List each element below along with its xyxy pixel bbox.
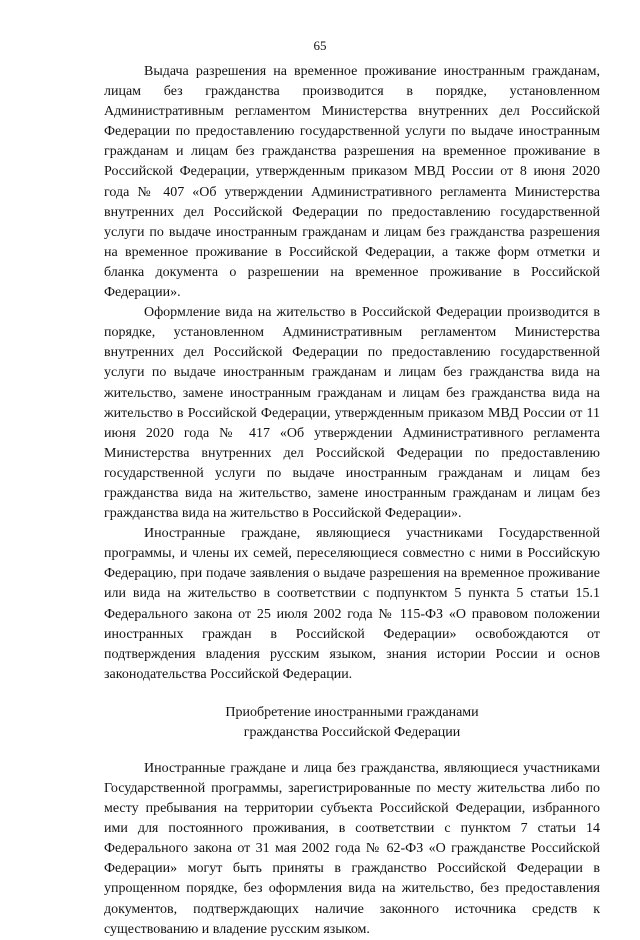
section-heading-line-2: гражданства Российской Федерации — [243, 724, 461, 740]
document-body — [104, 62, 600, 940]
page-number: 65 — [313, 38, 327, 53]
section-heading-line-1: Приобретение иностранными гражданами — [225, 704, 479, 720]
paragraph-temporary-residence: Выдача разрешения на временное проживание иностранным гражданам, лицам без гражданства производится в порядке, установленном Административным регламентом Министерства внутренних дел Российской Федерации по предоставлению государственной услуги по выдаче иностранным гражданам и лицам без гражданства разрешения на временное проживание в Российской Федерации, утвержденным приказом МВД России от 8 июня 2020 года № 407 «Об утверждении Административного регламента Министерства внутренних дел Российской Федерации по предоставлению государственной услуги по выдаче иностранным гражданам и лицам без гражданства разрешения на временное проживание в Российской Федерации, а также форм отметки и бланка документа о разрешении на временное проживание в Российской Федерации». — [104, 64, 600, 301]
paragraph-program-participants: Иностранные граждане, являющиеся участниками Государственной программы, и члены их семей, переселяющиеся совместно с ними в Российскую Федерацию, при подаче заявления о выдаче разрешения на временное проживание или вида на жительство в соответствии с подпунктом 5 пункта 5 статьи 15.1 Федерального закона от 25 июля 2002 года № 115-ФЗ «О правовом положении иностранных граждан в Российской Федерации» освобождаются от подтверждения владения русским языком, знания истории России и основ законодательства Российской Федерации. — [104, 526, 600, 682]
section-heading — [104, 703, 600, 743]
paragraph-residence-permit: Оформление вида на жительство в Российской Федерации производится в порядке, установленном Административным регламентом Министерства внутренних дел Российской Федерации по предоставлению государственной услуги по выдаче иностранным гражданам и лицам без гражданства вида на жительство, замене иностранным гражданам и лицам без гражданства вида на жительство в Российской Федерации, утвержденным приказом МВД России от 11 июня 2020 года № 417 «Об утверждении Административного регламента Министерства внутренних дел Российской Федерации по предоставлению государственной услуги по выдаче иностранным гражданам и лицам без гражданства вида на жительство, замене иностранным гражданам и лицам без гражданства вида на жительство в Российской Федерации». — [104, 305, 600, 522]
paragraph-citizenship: Иностранные граждане и лица без гражданства, являющиеся участниками Государственной программы, зарегистрированные по месту жительства либо по месту пребывания на территории субъекта Российской Федерации, избранного ими для постоянного проживания, в соответствии с пунктом 7 статьи 14 Федерального закона от 31 мая 2002 года № 62-ФЗ «О гражданстве Российской Федерации» могут быть приняты в гражданство Российской Федерации в упрощенном порядке, без оформления вида на жительство, без предоставления документов, подтверждающих наличие законного источника средств к существованию и владение русским языком. — [104, 760, 600, 937]
